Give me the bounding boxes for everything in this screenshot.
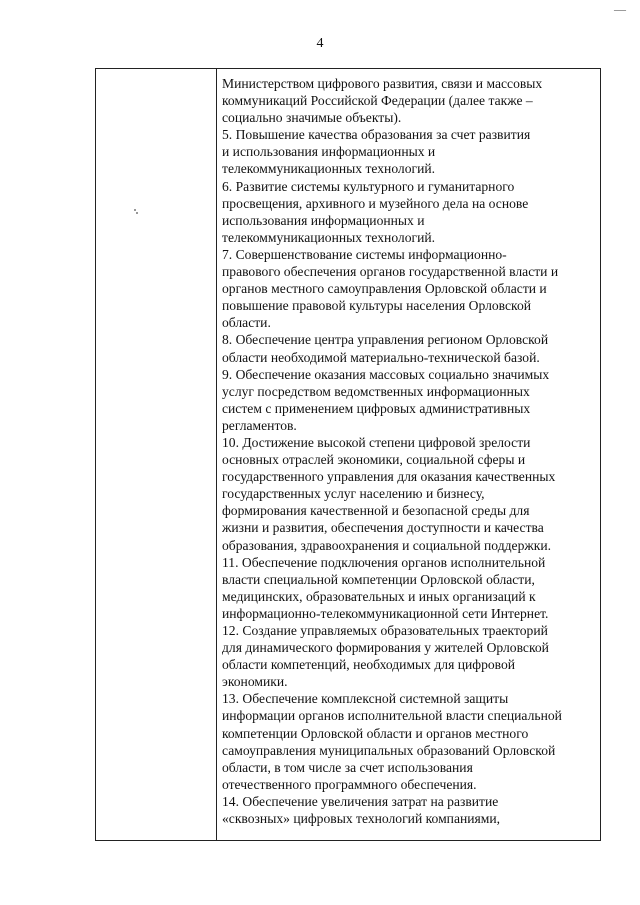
text-line: области, в том числе за счет использования	[222, 759, 473, 775]
scan-speck	[134, 209, 136, 211]
text-line: регламентов.	[222, 417, 297, 433]
text-line: 12. Создание управляемых образовательных траекторий	[222, 623, 548, 638]
text-line: услуг посредством ведомственных информационных	[222, 383, 530, 399]
text-cell	[222, 75, 598, 827]
text-line: социально значимые объекты).	[222, 110, 402, 126]
scan-speck	[136, 212, 138, 214]
text-line: государственных услуг населению и бизнесу,	[222, 486, 485, 502]
text-line: отечественного программного обеспечения.	[222, 776, 477, 792]
text-line: информации органов исполнительной власти специальной	[222, 708, 562, 724]
text-line: области необходимой материально-технической базой.	[222, 349, 540, 365]
text-line: области.	[222, 315, 271, 331]
text-line: «сквозных» цифровых технологий компаниями,	[222, 811, 501, 827]
text-line: 10. Достижение высокой степени цифровой зрелости	[222, 434, 531, 450]
page-number: 4	[316, 36, 324, 51]
text-line: медицинских, образовательных и иных организаций к	[222, 588, 536, 604]
text-line: 13. Обеспечение комплексной системной защиты	[222, 691, 509, 707]
text-line: 5. Повышение качества образования за счет развития	[222, 127, 531, 143]
text-line: государственного управления для оказания качественных	[222, 469, 556, 485]
text-line: компетенции Орловской области и органов местного	[222, 725, 529, 741]
text-line: формирования качественной и безопасной среды для	[222, 503, 530, 519]
text-line: информационно-телекоммуникационной сети Интернет.	[222, 605, 549, 621]
text-line: власти специальной компетенции Орловской области,	[222, 571, 535, 587]
column-divider	[216, 69, 217, 840]
text-line: 11. Обеспечение подключения органов исполнительной	[222, 554, 546, 570]
text-line: 6. Развитие системы культурного и гуманитарного	[222, 178, 515, 194]
text-line: и использования информационных и	[222, 144, 436, 160]
text-line: образования, здравоохранения и социальной поддержки.	[222, 537, 552, 553]
text-line: телекоммуникационных технологий.	[222, 161, 436, 177]
text-line: систем с применением цифровых административных	[222, 400, 531, 416]
text-line: телекоммуникационных технологий.	[222, 229, 436, 245]
content-table	[95, 68, 601, 841]
text-line: области компетенций, необходимых для цифровой	[222, 657, 516, 673]
text-line: 7. Совершенствование системы информационно-	[222, 246, 507, 262]
text-line: правового обеспечения органов государственной власти и	[222, 264, 559, 280]
text-line: повышение правовой культуры населения Орловской	[222, 298, 532, 314]
text-line: просвещения, архивного и музейного дела на основе	[222, 195, 529, 211]
text-line: для динамического формирования у жителей Орловской	[222, 640, 549, 656]
corner-mark: —	[614, 2, 626, 16]
text-line: использования информационных и	[222, 212, 425, 228]
text-line: коммуникаций Российской Федерации (далее также –	[222, 93, 533, 109]
text-line: основных отраслей экономики, социальной сферы и	[222, 452, 526, 468]
text-line: Министерством цифрового развития, связи и массовых	[222, 76, 543, 91]
text-line: органов местного самоуправления Орловской области и	[222, 281, 547, 297]
text-line: 14. Обеспечение увеличения затрат на развитие	[222, 793, 499, 809]
text-line: жизни и развития, обеспечения доступности и качества	[222, 520, 544, 536]
text-line: экономики.	[222, 674, 288, 690]
text-line: самоуправления муниципальных образований Орловской	[222, 742, 556, 758]
text-line: 9. Обеспечение оказания массовых социально значимых	[222, 366, 550, 382]
text-line: 8. Обеспечение центра управления регионом Орловской	[222, 332, 549, 348]
